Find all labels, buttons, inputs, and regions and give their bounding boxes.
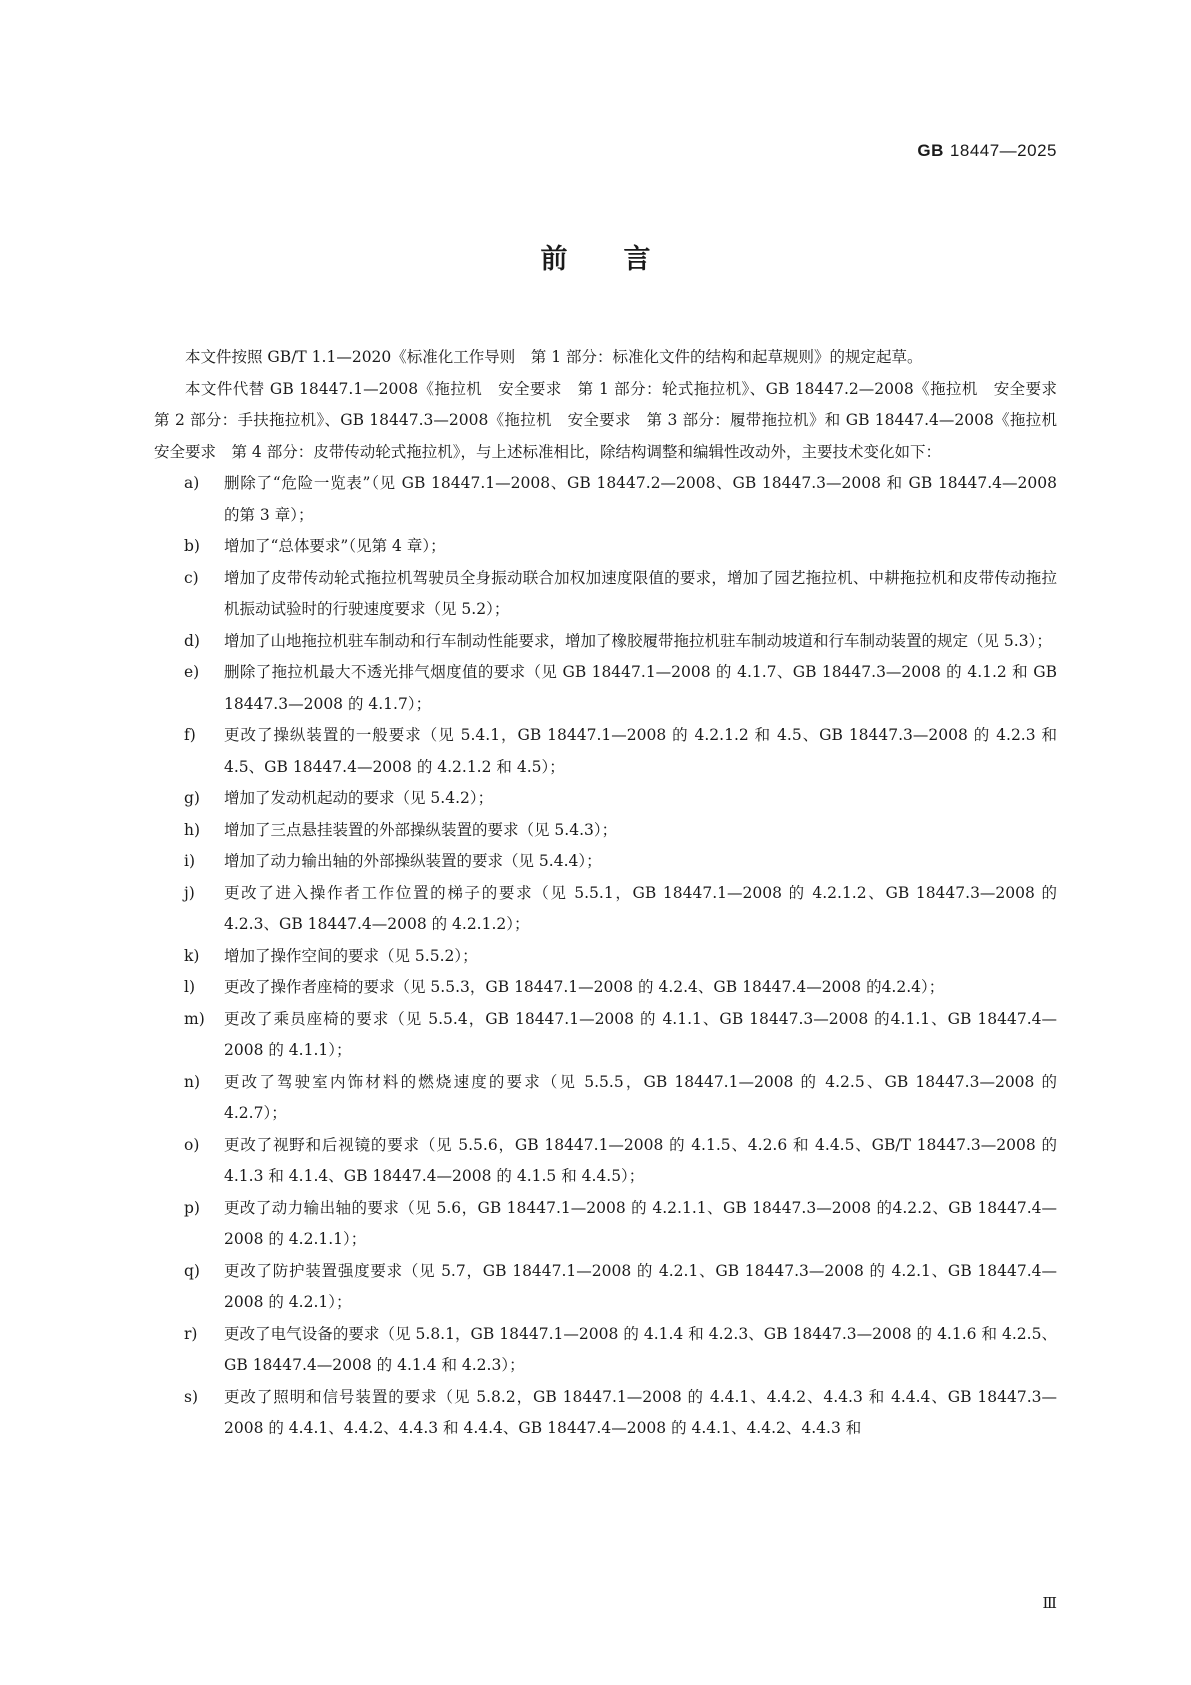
list-item <box>154 1256 1057 1319</box>
list-marker: m) <box>184 1009 205 1028</box>
list-marker: e) <box>184 663 200 681</box>
list-item <box>154 941 1057 973</box>
list-item <box>154 846 1057 878</box>
list-item <box>154 1067 1057 1130</box>
list-marker: h) <box>184 820 201 839</box>
list-item <box>154 878 1057 941</box>
list-item-text: 更改了操纵装置的一般要求（见 5.4.1，GB 18447.1—2008 的 4.2.1.2 和 4.5、GB 18447.3—2008 的 4.2.3 和 4.5、GB 18447.4—2008 的 4.2.1.2 和 4.5）； <box>224 726 1057 776</box>
list-item-text: 更改了乘员座椅的要求（见 5.5.4，GB 18447.1—2008 的 4.1.1、GB 18447.3—2008 的4.1.1、GB 18447.4—2008 的 4.1.1）； <box>224 1009 1057 1059</box>
standard-code: 18447—2025 <box>949 141 1057 160</box>
list-item-text: 增加了发动机起动的要求（见 5.4.2）； <box>224 789 494 807</box>
list-marker: s) <box>184 1387 199 1406</box>
list-marker: b) <box>184 537 200 555</box>
list-item <box>154 657 1057 720</box>
list-marker: o) <box>184 1135 200 1154</box>
list-item-text: 更改了驾驶室内饰材料的燃烧速度的要求（见 5.5.5，GB 18447.1—2008 的 4.2.5、GB 18447.3—2008 的 4.2.7）； <box>224 1072 1057 1122</box>
list-marker: n) <box>184 1072 201 1091</box>
list-item <box>154 1130 1057 1193</box>
list-marker: p) <box>184 1198 200 1217</box>
list-item-text: 增加了山地拖拉机驻车制动和行车制动性能要求，增加了橡胶履带拖拉机驻车制动坡道和行车制动装置的规定（见 5.3）； <box>224 631 1052 650</box>
list-item <box>154 468 1057 531</box>
list-item-text: 更改了照明和信号装置的要求（见 5.8.2，GB 18447.1—2008 的 4.4.1、4.4.2、4.4.3 和 4.4.4、GB 18447.3—2008 的 4.4.1、4.4.2、4.4.3 和 4.4.4、GB 18447.4—2008 的 4.4.1、4.4.2、4.4.3 和 <box>224 1387 1057 1437</box>
list-item-text: 增加了皮带传动轮式拖拉机驾驶员全身振动联合加权加速度限值的要求，增加了园艺拖拉机、中耕拖拉机和皮带传动拖拉机振动试验时的行驶速度要求（见 5.2）； <box>224 568 1057 618</box>
list-item <box>154 531 1057 563</box>
list-item-text: 更改了操作者座椅的要求（见 5.5.3，GB 18447.1—2008 的 4.2.4、GB 18447.4—2008 的4.2.4）； <box>224 978 945 996</box>
list-item <box>154 783 1057 815</box>
list-item-text: 更改了防护装置强度要求（见 5.7，GB 18447.1—2008 的 4.2.1、GB 18447.3—2008 的 4.2.1、GB 18447.4—2008 的 4.2.1）； <box>224 1261 1057 1311</box>
list-marker: g) <box>184 789 200 807</box>
list-item-text: 更改了视野和后视镜的要求（见 5.5.6，GB 18447.1—2008 的 4.1.5、4.2.6 和 4.4.5、GB/T 18447.3—2008 的 4.1.3 和 4.1.4、GB 18447.4—2008 的 4.1.5 和 4.4.5）； <box>224 1135 1057 1185</box>
paragraph-drafting-basis: 本文件按照 GB/T 1.1—2020《标准化工作导则 第 1 部分：标准化文件的结构和起草规则》的规定起草。 <box>185 348 923 366</box>
list-marker: d) <box>184 631 200 650</box>
list-marker: c) <box>184 568 199 587</box>
list-marker: f) <box>184 726 196 744</box>
list-item <box>154 1193 1057 1256</box>
list-marker: i) <box>184 852 196 870</box>
list-item-text: 更改了电气设备的要求（见 5.8.1，GB 18447.1—2008 的 4.1.4 和 4.2.3、GB 18447.3—2008 的 4.1.6 和 4.2.5、GB 18447.4—2008 的 4.1.4 和 4.2.3）； <box>224 1324 1057 1374</box>
list-marker: k) <box>184 946 200 965</box>
list-item-text: 增加了操作空间的要求（见 5.5.2）； <box>224 946 478 965</box>
list-marker: q) <box>184 1261 200 1280</box>
list-item <box>154 1004 1057 1067</box>
list-marker: a) <box>184 474 200 492</box>
list-item-text: 增加了动力输出轴的外部操纵装置的要求（见 5.4.4）； <box>224 852 602 870</box>
list-marker: l) <box>184 978 196 996</box>
list-item-text: 增加了“总体要求”（见第 4 章）； <box>224 537 446 555</box>
list-item-text: 更改了动力输出轴的要求（见 5.6，GB 18447.1—2008 的 4.2.1.1、GB 18447.3—2008 的4.2.2、GB 18447.4—2008 的 4.2.1.1）； <box>224 1198 1057 1248</box>
list-item <box>154 815 1057 847</box>
list-item-text: 删除了拖拉机最大不透光排气烟度值的要求（见 GB 18447.1—2008 的 4.1.7、GB 18447.3—2008 的 4.1.2 和 GB 18447.3—2008 的 4.1.7）； <box>224 663 1057 713</box>
list-item-text: 更改了进入操作者工作位置的梯子的要求（见 5.5.1，GB 18447.1—2008 的 4.2.1.2、GB 18447.3—2008 的 4.2.3、GB 18447.4—2008 的 4.2.1.2）； <box>224 883 1057 933</box>
list-marker: r) <box>184 1324 198 1343</box>
standard-prefix: GB <box>917 141 944 160</box>
list-item <box>154 1319 1057 1382</box>
list-item <box>154 972 1057 1004</box>
list-item <box>154 720 1057 783</box>
list-item <box>154 626 1057 658</box>
list-marker: j) <box>184 883 195 902</box>
list-item-text: 删除了“危险一览表”（见 GB 18447.1—2008、GB 18447.2—2008、GB 18447.3—2008 和 GB 18447.4—2008 的第 3 章）； <box>224 474 1057 524</box>
paragraph-replacement-note: 本文件代替 GB 18447.1—2008《拖拉机 安全要求 第 1 部分：轮式拖拉机》、GB 18447.2—2008《拖拉机 安全要求 第 2 部分：手扶拖拉机》、GB 18447.3—2008《拖拉机 安全要求 第 3 部分：履带拖拉机》和 GB 18447.4—2008《拖拉机 安全要求 第 4 部分：皮带传动轮式拖拉机》，与上述标准相比，除结构调整和编辑性改动外，主要技术变化如下： <box>154 379 1073 461</box>
document-body <box>154 342 1073 1445</box>
list-item-text: 增加了三点悬挂装置的外部操纵装置的要求（见 5.4.3）； <box>224 820 618 839</box>
standard-number <box>917 141 1057 161</box>
list-item <box>154 563 1057 626</box>
page-number: Ⅲ <box>1042 1594 1057 1612</box>
list-item <box>154 1382 1057 1445</box>
page-title: 前言 <box>540 244 707 275</box>
